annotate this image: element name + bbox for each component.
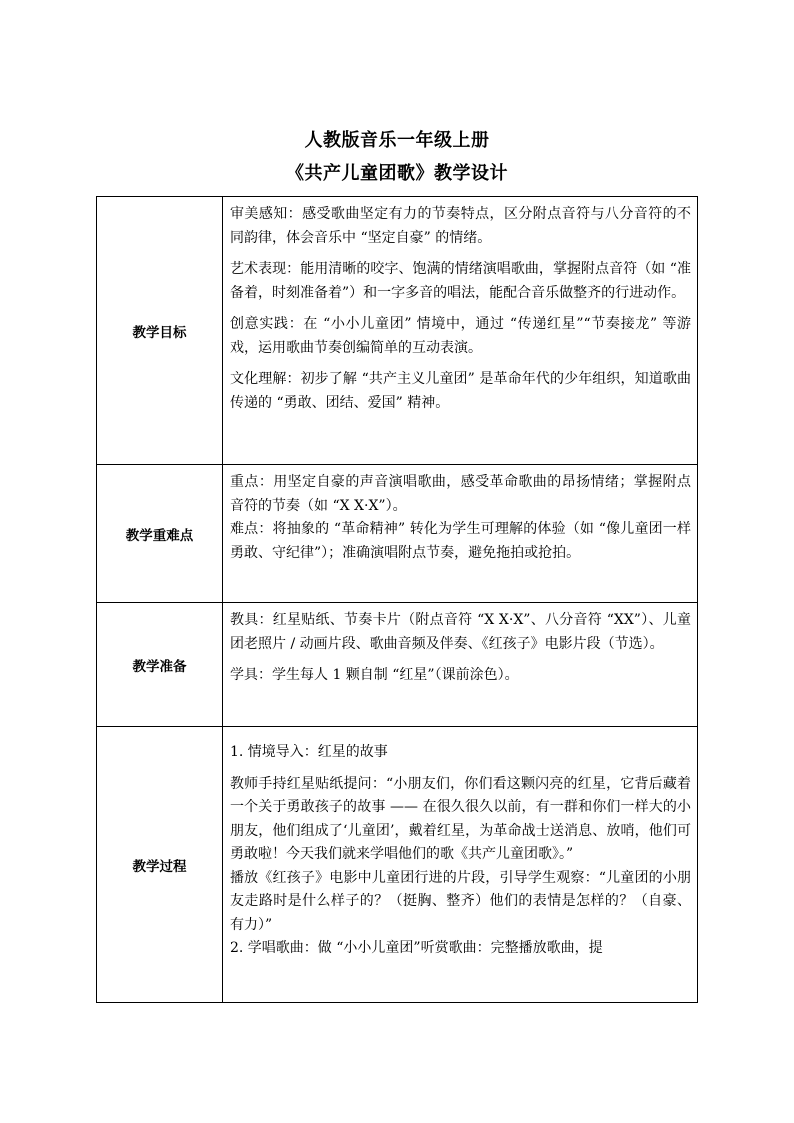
key-point-difficulty: 难点：将抽象的 “革命精神” 转化为学生可理解的体验（如 “像儿童团一样勇敢、守纪律”）；准确演唱附点节奏，避免拖拍或抢拍。 [230, 521, 691, 561]
row-label-key-points: 教学重难点 [97, 465, 223, 603]
lesson-plan-table [96, 196, 698, 1003]
process-step-1-heading: 1. 情境导入：红星的故事 [230, 744, 388, 760]
document-title: 人教版音乐一年级上册 [304, 130, 490, 151]
goal-aesthetic: 审美感知：感受歌曲坚定有力的节奏特点，区分附点音符与八分音符的不同韵律，体会音乐中 “坚定自豪” 的情绪。 [230, 206, 691, 246]
table-row-preparation [97, 603, 698, 727]
process-step-1-video: 播放《红孩子》电影中儿童团行进的片段，引导学生观察：“儿童团的小朋友走路时是什么样子的？（挺胸、整齐）他们的表情是怎样的？（自豪、有力）” [230, 869, 691, 933]
goal-culture: 文化理解：初步了解 “共产主义儿童团” 是革命年代的少年组织，知道歌曲传递的 “勇敢、团结、爱国” 精神。 [230, 371, 691, 411]
row-label-goals: 教学目标 [97, 197, 223, 465]
process-step-1-story: 教师手持红星贴纸提问：“小朋友们，你们看这颗闪亮的红星，它背后藏着一个关于勇敢孩子的故事 —— 在很久很久以前，有一群和你们一样大的小朋友，他们组成了‘儿童团’，戴着红星，为革命战士送消息、放哨，他们可勇敢啦！今天我们就来学唱他们的歌《共产儿童团歌》。” [230, 775, 691, 862]
row-content-preparation [223, 603, 698, 727]
table-row-process [97, 727, 698, 1003]
table-row-key-points [97, 465, 698, 603]
goal-performance: 艺术表现：能用清晰的咬字、饱满的情绪演唱歌曲，掌握附点音符（如 “准备着，时刻准备着”）和一字多音的唱法，能配合音乐做整齐的行进动作。 [230, 261, 691, 301]
row-label-preparation: 教学准备 [97, 603, 223, 727]
goal-creative: 创意实践：在 “小小儿童团” 情境中，通过 “传递红星”“节奏接龙” 等游戏，运用歌曲节奏创编简单的互动表演。 [230, 316, 691, 356]
process-step-2-heading: 2. 学唱歌曲：做 “小小儿童团”听赏歌曲：完整播放歌曲，提 [230, 940, 603, 956]
row-content-process [223, 727, 698, 1003]
document-subtitle: 《共产儿童团歌》教学设计 [286, 163, 508, 184]
prep-teaching-aids: 教具：红星贴纸、节奏卡片（附点音符 “X X·X”、八分音符 “XX”）、儿童团老照片 / 动画片段、歌曲音频及伴奏、《红孩子》电影片段（节选）。 [230, 612, 691, 652]
key-point-focus: 重点：用坚定自豪的声音演唱歌曲，感受革命歌曲的昂扬情绪；掌握附点音符的节奏（如 “X X·X”）。 [230, 474, 691, 514]
row-label-process: 教学过程 [97, 727, 223, 1003]
table-row-goals [97, 197, 698, 465]
row-content-goals [223, 197, 698, 465]
prep-student-aids: 学具：学生每人 1 颗自制 “红星”（课前涂色）。 [230, 667, 519, 683]
row-content-key-points [223, 465, 698, 603]
